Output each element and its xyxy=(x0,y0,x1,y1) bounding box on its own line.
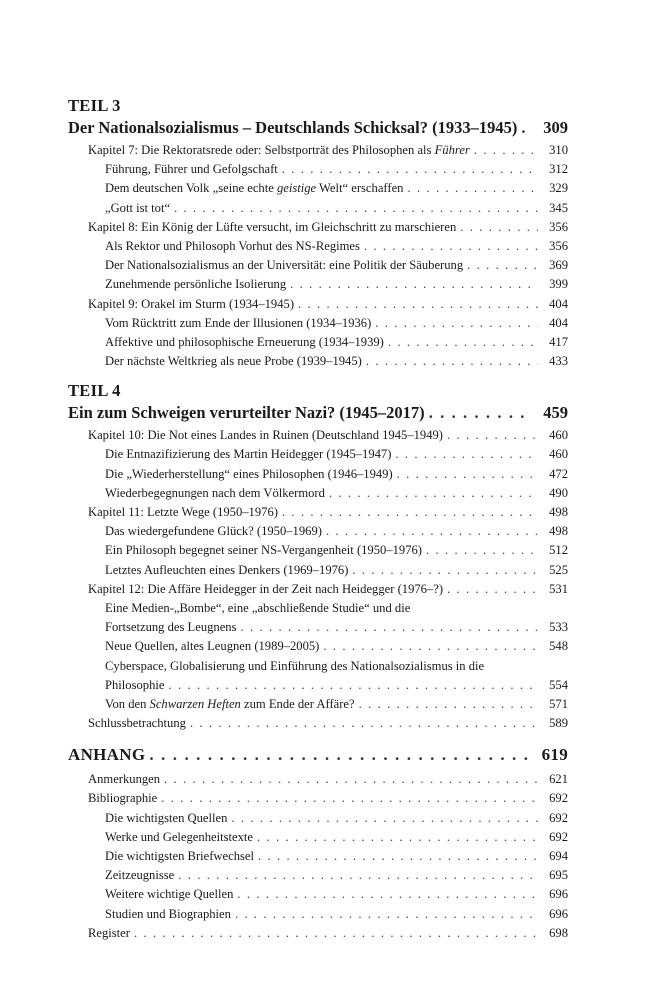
leader-dots xyxy=(467,256,538,275)
toc-section-entry xyxy=(68,847,568,866)
part-entries xyxy=(68,426,568,733)
part-label: TEIL 3 xyxy=(68,96,121,115)
part-title-row xyxy=(68,401,568,424)
entry-text xyxy=(105,541,422,560)
entry-text xyxy=(105,160,278,179)
entry-text xyxy=(105,866,174,885)
toc-chapter-entry xyxy=(68,426,568,445)
entry-text xyxy=(105,905,231,924)
page-number: 356 xyxy=(549,238,568,253)
entry-text-main: Kapitel 7: Die Rektoratsrede oder: Selbstporträt des Philosophen als xyxy=(88,143,435,157)
entry-text xyxy=(105,256,463,275)
table-of-contents xyxy=(68,96,568,943)
toc-chapter-entry xyxy=(68,580,568,599)
toc-section-entry xyxy=(68,866,568,885)
entry-text xyxy=(88,924,130,943)
page-number: 621 xyxy=(549,772,568,787)
leader-dots xyxy=(235,905,538,924)
entry-text xyxy=(105,885,233,904)
leader-dots xyxy=(364,237,538,256)
page-number: 356 xyxy=(549,219,568,234)
toc-chapter-entry xyxy=(68,770,568,789)
leader-dots xyxy=(447,580,538,599)
page-number: 533 xyxy=(549,620,568,635)
entry-text xyxy=(105,465,393,484)
leader-dots xyxy=(388,333,538,352)
part-entries xyxy=(68,141,568,371)
page-number: 525 xyxy=(549,562,568,577)
entry-text xyxy=(105,828,253,847)
leader-dots xyxy=(258,847,538,866)
entry-text xyxy=(105,314,371,333)
entry-text-main: Der nächste Weltkrieg als neue Probe (1939–1945) xyxy=(105,354,362,369)
entry-text-main: Letztes Aufleuchten eines Denkers (1969–1976) xyxy=(105,562,349,577)
entry-text xyxy=(105,847,254,866)
leader-dots xyxy=(323,637,538,656)
toc-section-entry xyxy=(68,256,568,275)
entry-text-main: Kapitel 8: Ein König der Lüfte versucht, im Gleichschritt zu marschieren xyxy=(88,219,457,234)
entry-text xyxy=(105,445,391,464)
entry-text xyxy=(88,789,157,808)
page-number: 309 xyxy=(543,118,568,137)
toc-section-entry xyxy=(68,237,568,256)
leader-dots xyxy=(290,275,538,294)
entry-text-main: „Gott ist tot“ xyxy=(105,200,171,215)
appendix-title: ANHANG xyxy=(68,745,146,765)
entry-text-main: Kapitel 11: Letzte Wege (1950–1976) xyxy=(88,505,278,519)
leader-dots xyxy=(329,484,538,503)
entry-text xyxy=(88,218,456,237)
page-number: 460 xyxy=(549,447,568,462)
entry-text xyxy=(105,352,362,371)
page-number: 490 xyxy=(549,485,568,500)
entry-text xyxy=(105,484,325,503)
entry-text-main: Register xyxy=(88,925,130,940)
entry-text xyxy=(105,275,286,294)
toc-chapter-entry xyxy=(68,924,568,943)
entry-text xyxy=(105,237,360,256)
page-number: 417 xyxy=(549,334,568,349)
entry-text-main: Zeitzeugnisse xyxy=(105,868,175,883)
page-number: 498 xyxy=(549,505,568,519)
leader-dots xyxy=(174,199,538,218)
entry-text xyxy=(88,770,160,789)
toc-section-entry xyxy=(68,179,568,198)
appendix-entries xyxy=(68,770,568,943)
entry-text xyxy=(105,561,348,580)
page-number: 345 xyxy=(549,200,568,215)
entry-text-main: Werke und Gelegenheitstexte xyxy=(105,829,253,844)
page-number: 310 xyxy=(549,143,568,157)
leader-dots xyxy=(282,503,538,522)
entry-text-main: Von den xyxy=(105,696,150,711)
entry-text xyxy=(105,676,164,695)
page-number: 531 xyxy=(549,581,568,596)
entry-text-main: Studien und Biographien xyxy=(105,906,231,921)
leader-dots xyxy=(149,743,530,767)
page-number: 696 xyxy=(549,887,568,902)
page-number: 548 xyxy=(549,639,568,654)
entry-text: Eine Medien-„Bombe“, eine „abschließende Studie“ und die xyxy=(105,600,411,615)
toc-section-entry xyxy=(68,275,568,294)
toc-section-entry xyxy=(68,828,568,847)
toc-section-entry xyxy=(68,199,568,218)
entry-text-main: Anmerkungen xyxy=(88,772,161,787)
entry-text-main: Wiederbegegnungen nach dem Völkermord xyxy=(105,485,325,500)
entry-text-main: Die wichtigsten Briefwechsel xyxy=(105,849,254,863)
leader-dots xyxy=(352,561,538,580)
leader-dots xyxy=(161,789,538,808)
entry-text-main: Die „Wiederherstellung“ eines Philosophen (1946–1949) xyxy=(105,466,393,481)
entry-text xyxy=(105,695,355,714)
toc-section-entry xyxy=(68,522,568,541)
page-number: 696 xyxy=(549,906,568,921)
toc-chapter-entry xyxy=(68,141,568,160)
page-number: 460 xyxy=(549,428,568,443)
entry-text-main: Zunehmende persönliche Isolierung xyxy=(105,277,287,292)
entry-text-main: Ein Philosoph begegnet seiner NS-Vergangenheit (1950–1976) xyxy=(105,543,423,558)
page-number: 589 xyxy=(549,716,568,731)
toc-section-entry xyxy=(68,676,568,695)
page-number: 554 xyxy=(549,677,568,692)
leader-dots xyxy=(326,522,538,541)
toc-section-entry xyxy=(68,160,568,179)
entry-text xyxy=(105,199,170,218)
page-number: 698 xyxy=(549,925,568,940)
entry-text xyxy=(105,618,237,637)
page-number: 619 xyxy=(541,745,568,765)
leader-dots xyxy=(366,352,538,371)
entry-text-italic: Schwarzen Heften xyxy=(149,696,241,711)
entry-text-main: Der Nationalsozialismus an der Universität: eine Politik der Säuberung xyxy=(105,258,464,273)
entry-text-main: Als Rektor und Philosoph Vorhut des NS-Regimes xyxy=(105,238,360,253)
leader-dots xyxy=(375,314,538,333)
entry-text-main: Weitere wichtige Quellen xyxy=(105,887,234,902)
leader-dots xyxy=(298,295,538,314)
leader-dots xyxy=(282,160,538,179)
page-number: 692 xyxy=(549,829,568,844)
toc-section-entry xyxy=(68,445,568,464)
leader-dots xyxy=(168,676,538,695)
leader-dots xyxy=(429,401,530,424)
entry-text xyxy=(88,141,470,160)
leader-dots xyxy=(178,866,538,885)
leader-dots xyxy=(190,714,538,733)
leader-dots xyxy=(460,218,538,237)
appendix-title-row xyxy=(68,743,568,767)
toc-chapter-entry xyxy=(68,218,568,237)
toc-section-entry xyxy=(68,618,568,637)
leader-dots xyxy=(237,885,538,904)
leader-dots xyxy=(231,809,538,828)
leader-dots xyxy=(359,695,538,714)
toc-entry-line xyxy=(68,657,568,676)
toc-section-entry xyxy=(68,314,568,333)
entry-text xyxy=(105,333,384,352)
toc-section-entry xyxy=(68,561,568,580)
leader-dots xyxy=(164,770,538,789)
part-title-row xyxy=(68,116,568,139)
part-label: TEIL 4 xyxy=(68,381,121,401)
toc-section-entry xyxy=(68,809,568,828)
entry-text-after: Welt“ erschaffen xyxy=(316,181,404,196)
entry-text xyxy=(88,714,186,733)
page-number: 498 xyxy=(549,524,568,539)
entry-text-main: Dem deutschen Volk „seine echte xyxy=(105,181,277,196)
leader-dots xyxy=(134,924,538,943)
entry-text-main: Die Entnazifizierung des Martin Heidegger (1945–1947) xyxy=(105,447,392,462)
page-number: 399 xyxy=(549,277,568,292)
entry-text-main: Schlussbetrachtung xyxy=(88,716,186,731)
entry-text-continued: Philosophie xyxy=(105,677,165,692)
entry-text-italic: geistige xyxy=(276,181,317,196)
toc-section-entry xyxy=(68,352,568,371)
entry-text-main: Kapitel 9: Orakel im Sturm (1934–1945) xyxy=(88,296,295,311)
leader-dots xyxy=(447,426,538,445)
page-number: 404 xyxy=(549,315,568,330)
leader-dots xyxy=(407,179,538,198)
entry-text xyxy=(105,179,403,198)
page-number: 692 xyxy=(549,791,568,806)
entry-text xyxy=(105,809,227,828)
toc-entry-line xyxy=(68,599,568,618)
leader-dots xyxy=(395,445,538,464)
toc-section-entry xyxy=(68,465,568,484)
page-number: 472 xyxy=(549,466,568,481)
entry-text-main: Affektive und philosophische Erneuerung (1934–1939) xyxy=(105,334,384,349)
part-title: Ein zum Schweigen verurteilter Nazi? (1945–2017) xyxy=(68,403,425,423)
entry-text-continued: Fortsetzung des Leugnens xyxy=(105,620,237,635)
toc-section-entry xyxy=(68,695,568,714)
page-number: 512 xyxy=(549,543,568,558)
entry-text-main: Kapitel 10: Die Not eines Landes in Ruinen (Deutschland 1945–1949) xyxy=(88,428,443,443)
entry-text-main: Kapitel 12: Die Affäre Heidegger in der Zeit nach Heidegger (1976–?) xyxy=(88,581,444,596)
entry-text xyxy=(105,522,322,541)
leader-dots xyxy=(397,465,538,484)
page-number: 329 xyxy=(549,181,568,196)
page-number: 692 xyxy=(549,810,568,825)
entry-text-main: Das wiedergefundene Glück? (1950–1969) xyxy=(105,524,322,539)
page-number: 369 xyxy=(549,258,568,273)
entry-text-main: Bibliographie xyxy=(88,791,158,806)
entry-text xyxy=(88,426,443,445)
toc-section-entry xyxy=(68,484,568,503)
toc-section-entry xyxy=(68,905,568,924)
entry-text-after: zum Ende der Affäre? xyxy=(240,696,355,711)
page-number: 312 xyxy=(549,162,568,177)
page-number: 459 xyxy=(543,403,568,423)
toc-chapter-entry xyxy=(68,503,568,522)
entry-text: Cyberspace, Globalisierung und Einführung des Nationalsozialismus in die xyxy=(105,658,485,673)
leader-dots xyxy=(257,828,538,847)
toc-section-entry xyxy=(68,637,568,656)
entry-text-italic: Führer xyxy=(434,143,470,157)
page-number: 571 xyxy=(549,696,568,711)
entry-text-main: Führung, Führer und Gefolgschaft xyxy=(105,162,278,177)
entry-text xyxy=(88,580,443,599)
entry-text xyxy=(88,295,294,314)
entry-text xyxy=(88,503,278,522)
toc-section-entry xyxy=(68,541,568,560)
page-number: 404 xyxy=(549,296,568,311)
leader-dots xyxy=(426,541,538,560)
entry-text-main: Vom Rücktritt zum Ende der Illusionen (1934–1936) xyxy=(105,315,372,330)
toc-chapter-entry xyxy=(68,295,568,314)
page-number: 433 xyxy=(549,354,568,369)
entry-text-main: Neue Quellen, altes Leugnen (1989–2005) xyxy=(105,639,320,654)
entry-text-main: Die wichtigsten Quellen xyxy=(105,810,228,825)
leader-dots xyxy=(474,141,538,160)
leader-dots xyxy=(521,116,530,139)
toc-chapter-entry xyxy=(68,714,568,733)
entry-text xyxy=(105,637,319,656)
toc-section-entry xyxy=(68,885,568,904)
page-number: 694 xyxy=(549,849,568,863)
page-number: 695 xyxy=(549,868,568,883)
toc-section-entry xyxy=(68,333,568,352)
toc-chapter-entry xyxy=(68,789,568,808)
part-title: Der Nationalsozialismus – Deutschlands Schicksal? (1933–1945) xyxy=(68,118,518,137)
leader-dots xyxy=(241,618,538,637)
